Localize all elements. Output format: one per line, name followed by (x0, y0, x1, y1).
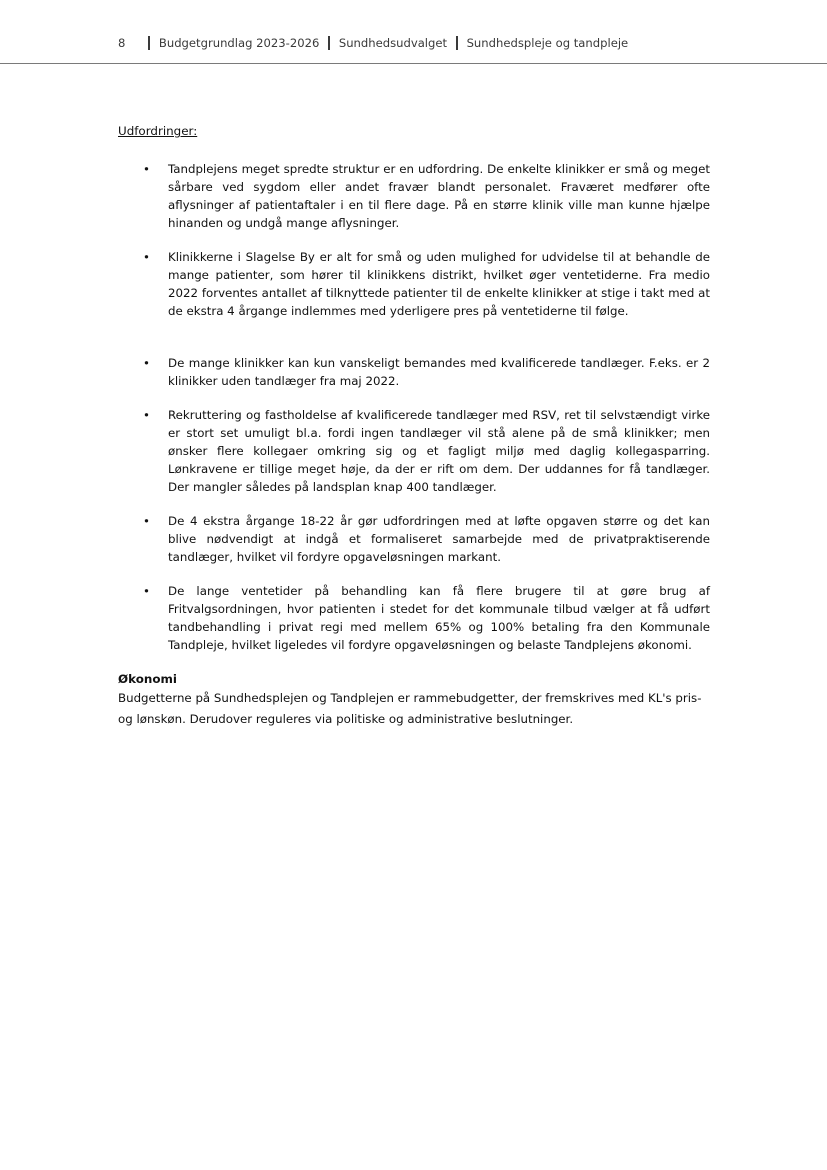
bullet-icon: • (143, 584, 150, 598)
list-item-text: Klinikkerne i Slagelse By er alt for små og uden mulighed for udvidelse til at behandle de mange patienter, som hører til klinikkens distrikt, hvilket øger ventetiderne. Fra medio 2022 forventes antallet af tilknyttede patienter til de enkelte klinikker at stige i takt med at de ekstra 4 årgange indlemmes med yderligere pres på ventetiderne til følge. (168, 250, 710, 318)
bullet-icon: • (143, 162, 150, 176)
bullet-icon: • (143, 356, 150, 370)
economy-heading: Økonomi (118, 672, 177, 686)
header-area: Sundhedspleje og tandpleje (466, 35, 629, 50)
page-number: 8 (118, 35, 126, 50)
bullet-icon: • (143, 514, 150, 528)
challenges-list (118, 160, 710, 654)
list-item-text: Rekruttering og fastholdelse af kvalificerede tandlæger med RSV, ret til selvstændigt virke er stort set umuligt bl.a. fordi ingen tandlæger vil stå alene på de små klinikker; men ønsker flere kollegaer omkring sig og et fagligt miljø med daglig kollegasparring. Lønkravene er tillige meget høje, da der er rift om dem. Der uddannes for få tandlæger. Der mangler således på landsplan knap 400 tandlæger. (168, 408, 710, 494)
list-item (118, 160, 710, 232)
header-budget: Budgetgrundlag 2023-2026 (158, 35, 320, 50)
economy-paragraph: Budgetterne på Sundhedsplejen og Tandplejen er rammebudgetter, der fremskrives med KL's pris- og lønskøn. Derudover reguleres via politiske og administrative beslutninger. (118, 691, 702, 726)
header-separator (456, 36, 458, 50)
list-item (118, 582, 710, 654)
list-item-text: De lange ventetider på behandling kan få flere brugere til at gøre brug af Fritvalgsordningen, hvor patienten i stedet for det kommunale tilbud vælger at få udført tandbehandling i privat regi med mellem 65% og 100% betaling fra den Kommunale Tandpleje, hvilket ligeledes vil fordyre opgaveløsningen og belaste Tandplejens økonomi. (168, 584, 710, 652)
list-item-text: De mange klinikker kan kun vanskeligt bemandes med kvalificerede tandlæger. F.eks. er 2 klinikker uden tandlæger fra maj 2022. (168, 356, 710, 388)
header-separator (148, 36, 150, 50)
list-item (118, 406, 710, 496)
page-header (0, 0, 827, 64)
challenges-heading: Udfordringer: (118, 124, 198, 138)
list-item-text: Tandplejens meget spredte struktur er en udfordring. De enkelte klinikker er små og meget sårbare ved sygdom eller andet fravær blandt personalet. Fraværet medfører ofte aflysninger af patientaftaler i en til flere dage. På en større klinik ville man kunne hjælpe hinanden og undgå mange aflysninger. (168, 162, 710, 230)
bullet-icon: • (143, 250, 150, 264)
list-item (118, 512, 710, 566)
list-item (118, 248, 710, 320)
list-item-text: De 4 ekstra årgange 18-22 år gør udfordringen med at løfte opgaven større og det kan blive nødvendigt at indgå et formaliseret samarbejde med de privatpraktiserende tandlæger, hvilket vil fordyre opgaveløsningen markant. (168, 514, 710, 564)
header-separator (328, 36, 330, 50)
bullet-icon: • (143, 408, 150, 422)
header-committee: Sundhedsudvalget (338, 35, 448, 50)
header-row (118, 35, 628, 50)
document-body (118, 122, 710, 730)
list-item (118, 354, 710, 390)
